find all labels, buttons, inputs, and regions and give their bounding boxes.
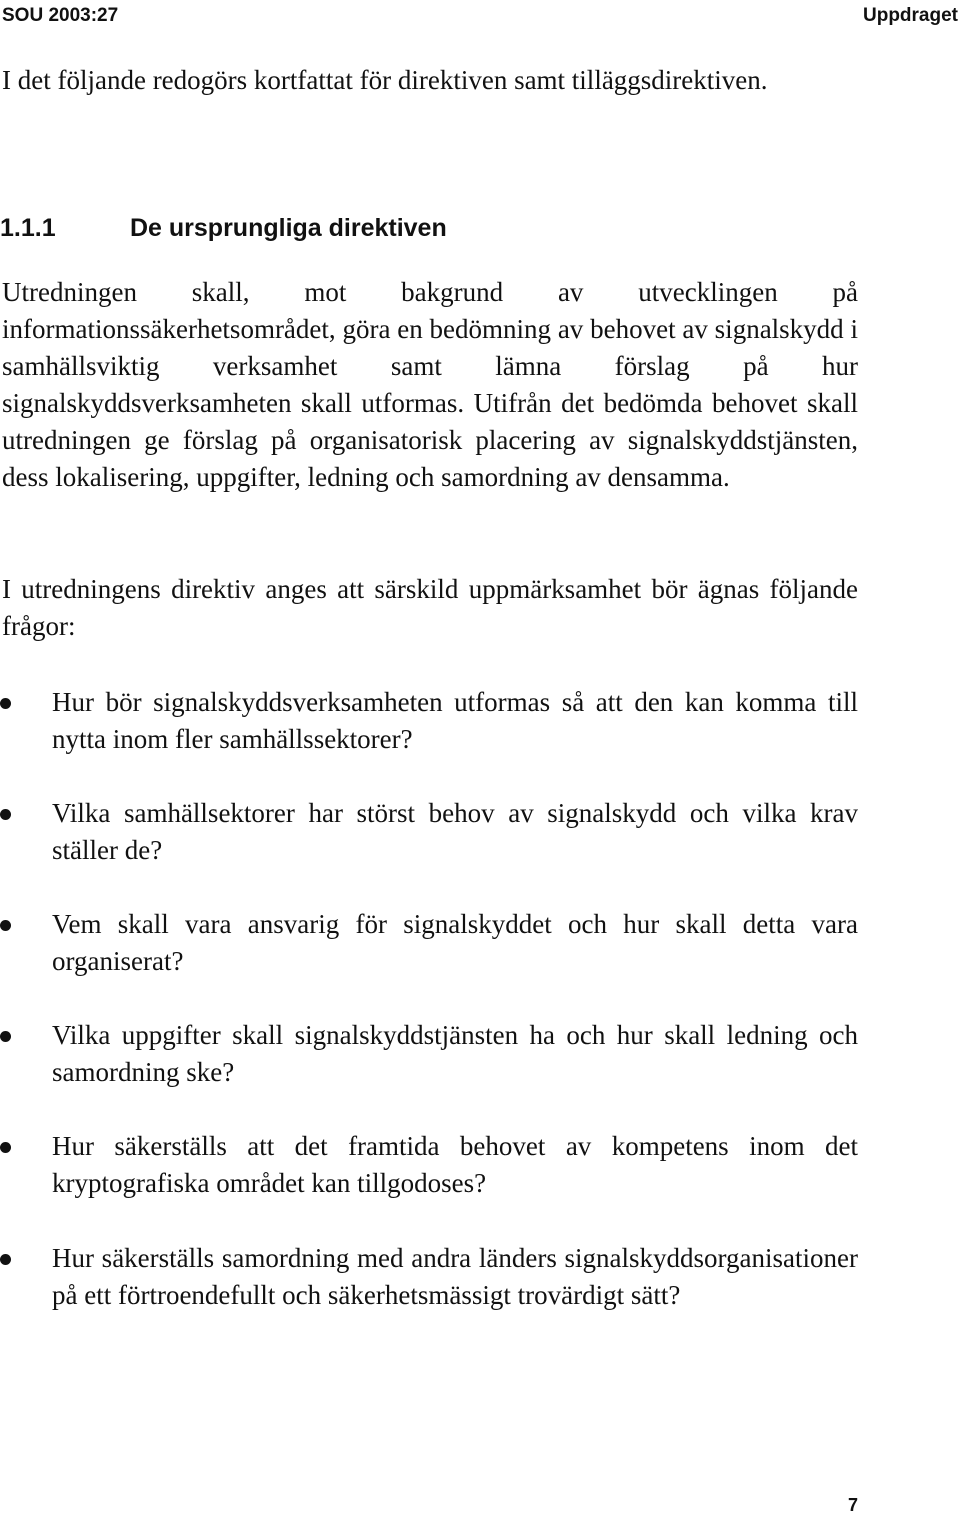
document-reference: SOU 2003:27 (2, 5, 119, 26)
section-title: De ursprungliga direktiven (130, 214, 447, 242)
page-header (0, 4, 960, 28)
bullet-icon (0, 920, 11, 931)
bullet-icon (0, 809, 11, 820)
bullet-icon (0, 698, 11, 709)
list-item-text: Vilka samhällsektorer har störst behov av signalskydd och vilka krav ställer de? (52, 798, 858, 865)
list-item-text: Vem skall vara ansvarig för signalskyddet och hur skall detta vara organiserat? (52, 909, 858, 976)
list-item-text: Hur bör signalskyddsverksamheten utformas så att den kan komma till nytta inom fler samhällssektorer? (52, 687, 858, 754)
list-item-text: Hur säkerställs att det framtida behovet av kompetens inom det kryptografiska området kan tillgodoses? (52, 1131, 858, 1198)
intro-paragraph: I det följande redogörs kortfattat för direktiven samt tilläggsdirektiven. (2, 65, 768, 95)
section-number: 1.1.1 (0, 214, 56, 242)
bullet-icon (0, 1254, 11, 1265)
list-item-text: Vilka uppgifter skall signalskyddstjänsten ha och hur skall ledning och samordning ske? (52, 1020, 858, 1087)
chapter-title: Uppdraget (863, 5, 958, 26)
body-paragraph-2: I utredningens direktiv anges att särskild uppmärksamhet bör ägnas följande frågor: (2, 574, 858, 641)
list-item-text: Hur säkerställs samordning med andra länders signalskyddsorganisationer på ett förtroendefullt och säkerhetsmässigt trovärdigt sätt? (52, 1243, 858, 1310)
section-heading (0, 212, 447, 244)
bullet-icon (0, 1031, 11, 1042)
page-number: 7 (847, 1495, 858, 1515)
body-paragraph-1: Utredningen skall, mot bakgrund av utvecklingen på informationssäkerhetsområdet, göra en bedömning av behovet av signalskydd i samhällsviktig verksamhet samt lämna förslag på hur signalskyddsverksamheten skall utformas. Utifrån det bedömda behovet skall utredningen ge förslag på organisatorisk placering av signalskyddstjänsten, dess lokalisering, uppgifter, ledning och samordning av densamma. (2, 277, 858, 492)
bullet-icon (0, 1142, 11, 1153)
